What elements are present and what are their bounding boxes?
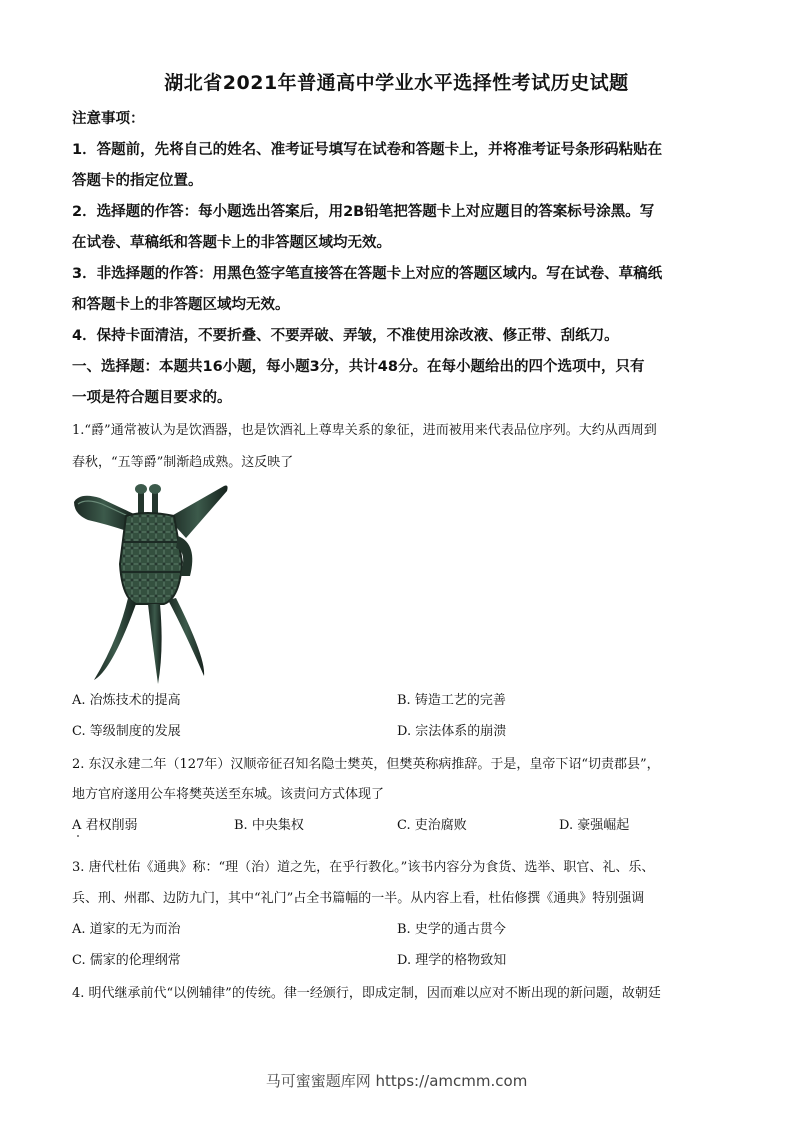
question-2-option-d: D. 豪强崛起: [559, 818, 630, 833]
notice-heading: 注意事项：: [72, 111, 145, 127]
section-1-line-2: 一项是符合题目要求的。: [72, 390, 232, 406]
notice-item-2-line-1: 2．选择题的作答：每小题选出答案后，用2B铅笔把答题卡上对应题目的答案标号涂黑。写: [72, 204, 655, 220]
question-2-line-1: 2. 东汉永建二年（127年）汉顺帝征召知名隐士樊英，但樊英称病推辞。于是，皇帝下诏“切责郡县”，: [72, 757, 660, 772]
notice-item-3-line-2: 和答题卡上的非答题区域均无效。: [72, 297, 290, 313]
question-2-line-2: 地方官府遂用公车将樊英送至东城。该责问方式体现了: [72, 787, 385, 802]
notice-item-2-line-2: 在试卷、草稿纸和答题卡上的非答题区域均无效。: [72, 235, 391, 251]
bronze-jue-vessel-icon: [72, 480, 232, 685]
question-3-option-d: D. 理学的格物致知: [397, 953, 507, 968]
question-1-option-b: B. 铸造工艺的完善: [397, 693, 506, 708]
notice-item-3-line-1: 3．非选择题的作答：用黑色签字笔直接答在答题卡上对应的答题区域内。写在试卷、草稿纸: [72, 266, 663, 282]
question-4-line-1: 4. 明代继承前代“以例辅律”的传统。律一经颁行，即成定制，因而难以应对不断出现的新问题，故朝廷: [72, 986, 661, 1001]
question-2-option-b: B. 中央集权: [234, 818, 304, 833]
question-1-option-c: C. 等级制度的发展: [72, 724, 181, 739]
section-1-line-1: 一、选择题：本题共16小题，每小题3分，共计48分。在每小题给出的四个选项中，只有: [72, 359, 645, 375]
notice-item-1-line-2: 答题卡的指定位置。: [72, 173, 203, 189]
scan-dot: [77, 835, 79, 837]
question-2-option-a: A 君权削弱: [72, 818, 138, 833]
question-1-option-a: A. 冶炼技术的提高: [72, 693, 181, 708]
footer-site-link[interactable]: 马可蜜蜜题库网 https://amcmm.com: [265, 1072, 528, 1090]
question-2-option-c: C. 吏治腐败: [397, 818, 467, 833]
question-3-line-2: 兵、刑、州郡、边防九门，其中“礼门”占全书篇幅的一半。从内容上看，杜佑修撰《通典》特别强调: [72, 891, 645, 906]
question-3-line-1: 3. 唐代杜佑《通典》称：“理（治）道之先，在乎行教化。”该书内容分为食货、选举、职官、礼、乐、: [72, 860, 655, 875]
question-3-option-c: C. 儒家的伦理纲常: [72, 953, 181, 968]
exam-title: 湖北省2021年普通高中学业水平选择性考试历史试题: [164, 72, 629, 94]
question-1-line-2: 春秋，“五等爵”制渐趋成熟。这反映了: [72, 455, 294, 470]
question-3-option-b: B. 史学的通古贯今: [397, 922, 506, 937]
question-3-option-a: A. 道家的无为而治: [72, 922, 181, 937]
question-1-option-d: D. 宗法体系的崩溃: [397, 724, 507, 739]
question-1-line-1: 1.“爵”通常被认为是饮酒器，也是饮酒礼上尊卑关系的象征，进而被用来代表品位序列。大约从西周到: [72, 423, 657, 438]
notice-item-4: 4．保持卡面清洁，不要折叠、不要弄破、弄皱，不准使用涂改液、修正带、刮纸刀。: [72, 328, 619, 344]
notice-item-1-line-1: 1．答题前，先将自己的姓名、准考证号填写在试卷和答题卡上，并将准考证号条形码粘贴在: [72, 142, 663, 158]
